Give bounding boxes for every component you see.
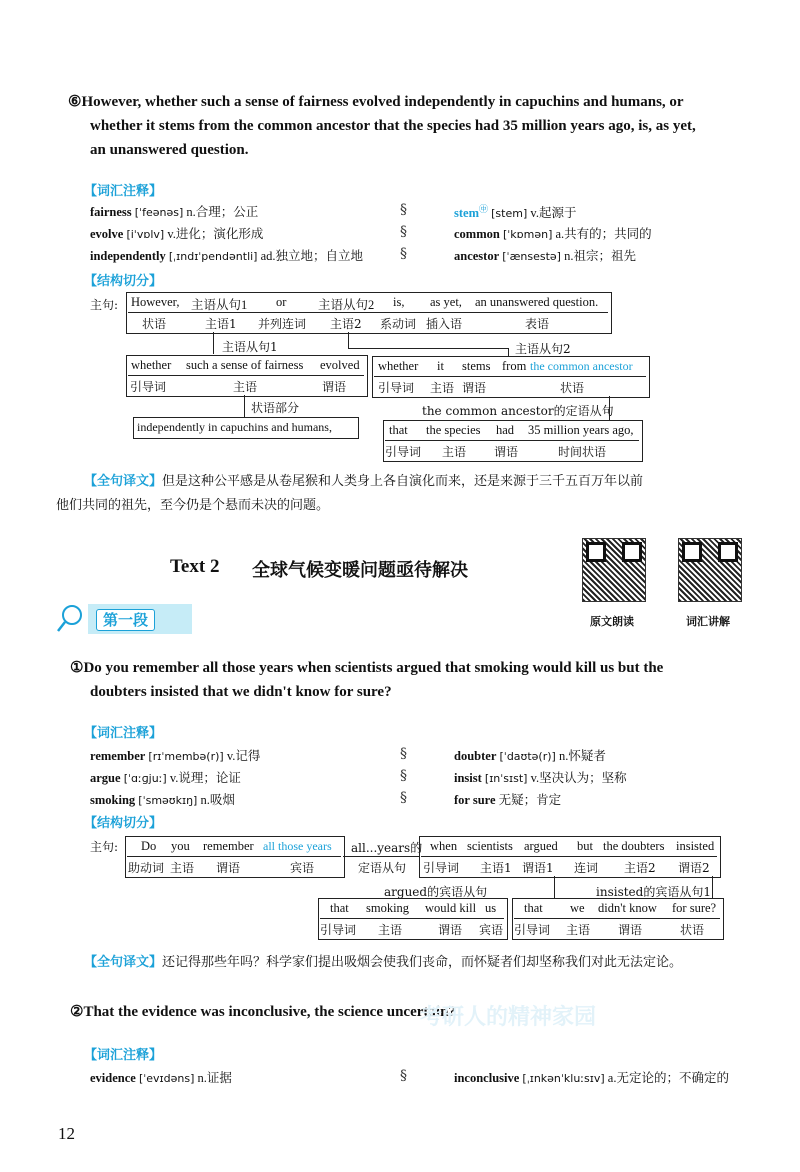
watermark: 考研人的精神家园 (420, 1005, 597, 1030)
vocab-entry: for sure 无疑；肯定 (454, 793, 562, 807)
diagram-tag: 引导词 (423, 861, 460, 875)
divider-mark: § (400, 246, 407, 262)
diagram-tag: 谓语 (322, 380, 347, 394)
diagram-tag: 宾语 (479, 923, 504, 937)
arrow-label: 主语从句2 (515, 342, 571, 356)
paragraph-label: 第一段 (96, 609, 155, 631)
diagram-tag: 主语1 (205, 317, 237, 331)
magnifier-icon (56, 604, 82, 630)
diagram-tag: 谓语 (438, 923, 463, 937)
diagram-cell: stems (462, 359, 491, 373)
diagram-tag: 助动词 (128, 861, 165, 875)
diagram-tag: 状语 (142, 317, 167, 331)
page-number: 12 (58, 1124, 75, 1143)
diagram-tag: 引导词 (320, 923, 357, 937)
diagram-tag: 主语 (378, 923, 403, 937)
diagram-cell: 主语从句2 (318, 298, 375, 312)
vocab-entry: doubter [ˈdaʊtə(r)] n.怀疑者 (454, 749, 606, 763)
divider-mark: § (400, 768, 407, 784)
diagram-cell: independently in capuchins and humans, (137, 420, 332, 434)
translation-2: 【全句译文】还记得那些年吗？科学家们提出吸烟会使我们丧命，而怀疑者们却坚称我们对此无法定论。 (84, 955, 683, 970)
diagram-tag: 引导词 (130, 380, 167, 394)
diagram-cell: had (496, 423, 515, 437)
diagram-tag: 谓语 (618, 923, 643, 937)
diagram-tag: 主语1 (480, 861, 512, 875)
diagram-cell: didn't know (598, 901, 657, 915)
diagram-cell: argued (524, 839, 558, 853)
diagram-tag: 主语 (170, 861, 195, 875)
diagram-cell: that (389, 423, 408, 437)
divider-mark: § (400, 1068, 407, 1084)
diagram-cell: but (577, 839, 593, 853)
vocab-label-3: 【词汇注释】 (84, 1048, 163, 1063)
diagram-cell: it (437, 359, 444, 373)
sentence-6-line-1: ⑥However, whether such a sense of fairness evolved independently in capuchins and humans, or (68, 94, 684, 110)
vocab-label-1: 【词汇注释】 (84, 184, 163, 199)
divider-mark: § (400, 202, 407, 218)
text-number: Text 2 (170, 556, 220, 577)
main-clause-label: 主句: (90, 840, 119, 854)
diagram-cell: such a sense of fairness (186, 358, 304, 372)
text-title: 全球气候变暖问题亟待解决 (252, 560, 468, 581)
vocab-entry: argue [ˈɑːɡjuː] v.说理；论证 (90, 771, 241, 785)
vocab-entry: fairness [ˈfeənəs] n.合理；公正 (90, 205, 259, 219)
diagram-cell: we (570, 901, 585, 915)
arrow-label: 主语从句1 (222, 340, 278, 354)
vocab-entry: remember [rɪˈmembə(r)] v.记得 (90, 749, 261, 763)
struct-label-1: 【结构切分】 (84, 274, 163, 289)
diagram-cell: the doubters (603, 839, 665, 853)
diagram-tag: 引导词 (378, 381, 415, 395)
vocab-entry: ancestor [ˈænsestə] n.祖宗；祖先 (454, 249, 636, 263)
vocab-entry: common [ˈkɒmən] a.共有的；共同的 (454, 227, 652, 241)
diagram-cell: you (171, 839, 190, 853)
diagram-cell: when (430, 839, 458, 853)
translation-1: 【全句译文】但是这种公平感是从卷尾猴和人类身上各自演化而来，还是来源于三千五百万年以前 (84, 474, 644, 489)
struct-label-2: 【结构切分】 (84, 816, 163, 831)
diagram-tag: 连词 (574, 861, 599, 875)
sentence-1-line-2: doubters insisted that we didn't know for sure? (90, 684, 392, 700)
diagram-cell: an unanswered question. (475, 295, 599, 309)
diagram-cell: would kill (425, 901, 477, 915)
arrow-label: the common ancestor的定语从句 (422, 404, 614, 418)
diagram-cell: whether (131, 358, 172, 372)
diagram-tag: 并列连词 (258, 317, 307, 331)
diagram-cell: or (276, 295, 287, 309)
diagram-tag: 主语 (566, 923, 591, 937)
diagram-tag: 谓语 (216, 861, 241, 875)
diagram-cell: us (485, 901, 497, 915)
diagram-cell: for sure? (672, 901, 717, 915)
sentence-6-line-2: whether it stems from the common ancestor that the species had 35 million years ago, is, as yet, (90, 118, 696, 134)
qr-caption: 词汇讲解 (686, 615, 730, 628)
divider-mark: § (400, 224, 407, 240)
sentence-6-line-3: an unanswered question. (90, 142, 249, 158)
main-clause-label: 主句: (90, 298, 119, 312)
qr-code-icon[interactable] (582, 538, 646, 602)
diagram-tag: 状语 (680, 923, 705, 937)
vocab-entry: independently [ˌɪndɪˈpendəntli] ad.独立地；自立地 (90, 249, 364, 263)
diagram-cell: all those years (263, 839, 332, 853)
diagram-tag: 状语 (560, 381, 585, 395)
diagram-tag: 谓语1 (522, 861, 554, 875)
diagram-cell: 主语从句1 (191, 298, 248, 312)
diagram-cell: as yet, (430, 295, 462, 309)
diagram-tag: 系动词 (380, 317, 417, 331)
diagram-tag: 引导词 (385, 445, 422, 459)
diagram-cell: evolved (320, 358, 360, 372)
diagram-cell: However, (131, 295, 180, 309)
diagram-cell: scientists (467, 839, 513, 853)
vocab-entry: stem㊥ [stem] v.起源于 (454, 204, 577, 221)
vocab-entry: evidence [ˈevɪdəns] n.证据 (90, 1071, 232, 1085)
divider-mark: § (400, 746, 407, 762)
arrow-label: insisted的宾语从句1 (596, 885, 711, 899)
translation-1-line-2: 他们共同的祖先，至今仍是个悬而未决的问题。 (56, 498, 330, 513)
diagram-cell: is, (393, 295, 405, 309)
diagram-tag: 谓语 (462, 381, 487, 395)
diagram-cell: insisted (676, 839, 715, 853)
diagram-tag: 时间状语 (558, 445, 607, 459)
diagram-tag: 引导词 (514, 923, 551, 937)
diagram-cell: all...years的 (351, 841, 423, 855)
diagram-tag: 主语 (430, 381, 455, 395)
diagram-cell: that (330, 901, 349, 915)
diagram-tag: 宾语 (290, 861, 315, 875)
diagram-cell: the common ancestor (530, 359, 633, 373)
diagram-tag: 主语2 (624, 861, 656, 875)
diagram-cell: remember (203, 839, 254, 853)
diagram-cell: the species (426, 423, 481, 437)
diagram-tag: 主语2 (330, 317, 362, 331)
diagram-cell: Do (141, 839, 157, 853)
diagram-tag: 插入语 (426, 317, 463, 331)
arrow-label: 状语部分 (251, 401, 300, 415)
diagram-cell: that (524, 901, 543, 915)
qr-caption: 原文朗读 (590, 615, 634, 628)
diagram-cell: from (502, 359, 527, 373)
diagram-tag: 表语 (525, 317, 550, 331)
qr-code-icon[interactable] (678, 538, 742, 602)
vocab-entry: evolve [iˈvɒlv] v.进化；演化形成 (90, 227, 264, 241)
diagram-tag: 主语 (233, 380, 258, 394)
divider-mark: § (400, 790, 407, 806)
diagram-tag: 谓语2 (678, 861, 710, 875)
vocab-entry: inconclusive [ˌɪnkənˈkluːsɪv] a.无定论的；不确定的 (454, 1071, 729, 1085)
diagram-cell: smoking (366, 901, 410, 915)
vocab-label-2: 【词汇注释】 (84, 726, 163, 741)
diagram-cell: whether (378, 359, 419, 373)
diagram-tag: 谓语 (494, 445, 519, 459)
arrow-label: argued的宾语从句 (384, 885, 488, 899)
diagram-tag: 定语从句 (358, 861, 407, 875)
diagram-tag: 主语 (442, 445, 467, 459)
vocab-entry: smoking [ˈsməʊkɪŋ] n.吸烟 (90, 793, 235, 807)
sentence-2: ②That the evidence was inconclusive, the science uncertain? (70, 1004, 456, 1020)
vocab-entry: insist [ɪnˈsɪst] v.坚决认为；坚称 (454, 771, 627, 785)
diagram-cell: 35 million years ago, (528, 423, 634, 437)
sentence-1-line-1: ①Do you remember all those years when scientists argued that smoking would kill us but the (70, 660, 664, 676)
